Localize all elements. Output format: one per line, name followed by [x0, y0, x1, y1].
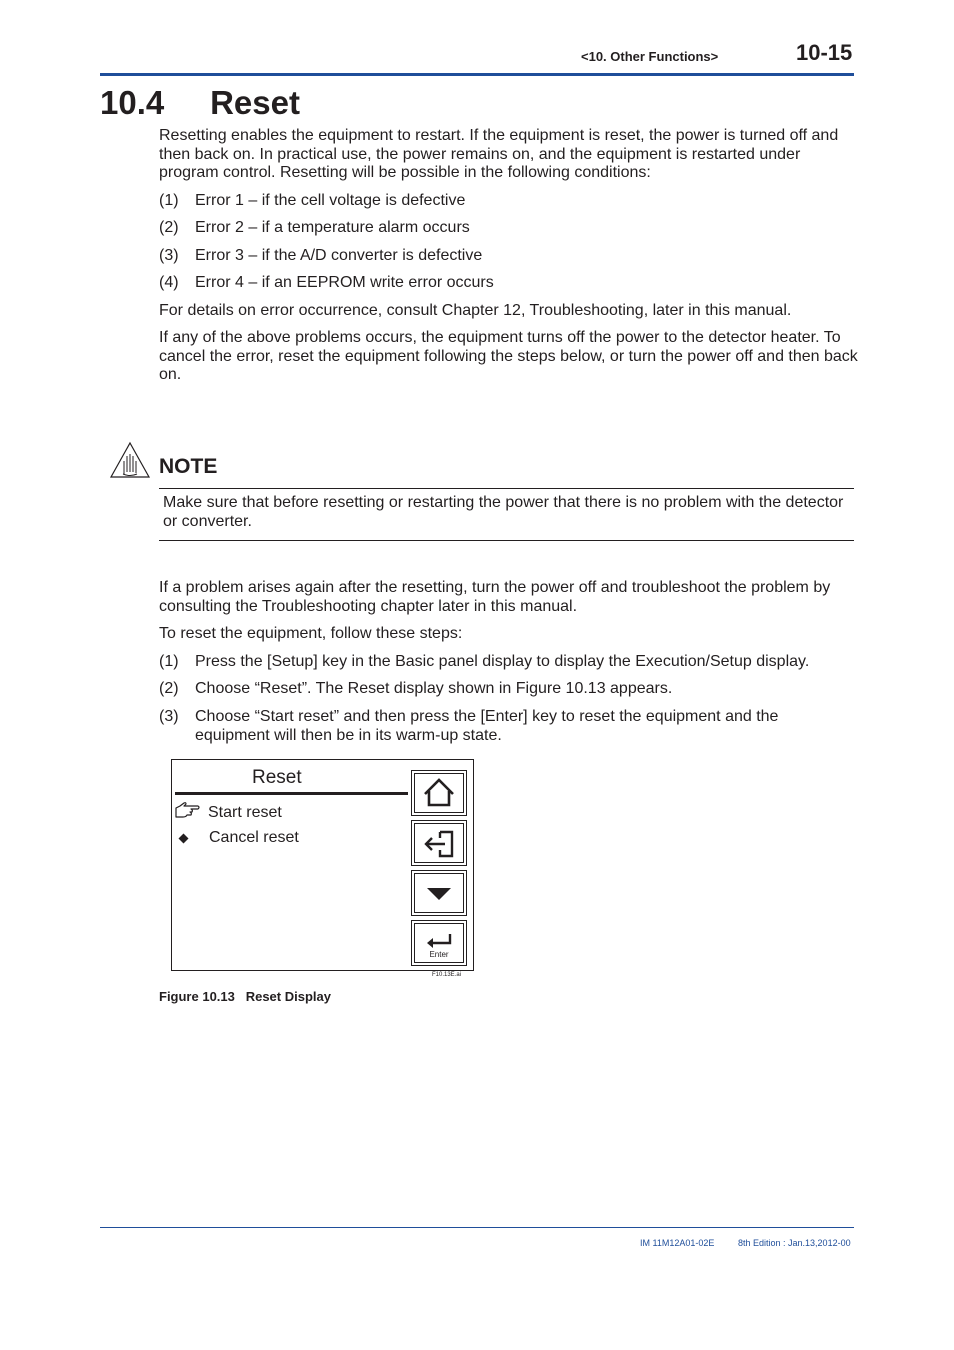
back-button[interactable]: [411, 820, 467, 866]
condition-text: Error 1 – if the cell voltage is defective: [195, 192, 466, 209]
note-bottom-rule: [159, 540, 854, 541]
step-number: (3): [159, 708, 179, 725]
condition-number: (1): [159, 192, 179, 209]
home-icon: [412, 771, 466, 815]
enter-label: Enter: [429, 950, 449, 959]
figure-caption: Figure 10.13 Reset Display: [159, 989, 331, 1004]
footer-rule: [100, 1227, 854, 1228]
condition-text: Error 4 – if an EEPROM write error occurs: [195, 274, 494, 291]
header-rule: [100, 73, 854, 76]
step-text: Choose “Start reset” and then press the [Enter] key to reset the equipment and the equipment will then be in its warm-up state.: [195, 708, 779, 744]
after-note-paragraph: If a problem arises again after the resetting, turn the power off and troubleshoot the problem by consulting the Troubleshooting chapter later in this manual.: [159, 579, 831, 615]
cancel-paragraph: If any of the above problems occurs, the equipment turns off the power to the detector heater. To cancel the error, reset the equipment following the steps below, or turn the power off and then back on.: [159, 329, 858, 383]
home-button[interactable]: [411, 770, 467, 816]
section-title: 10.4 Reset: [100, 84, 300, 121]
figure-file-name: F10.13E.ai: [432, 972, 462, 978]
condition-text: Error 2 – if a temperature alarm occurs: [195, 219, 470, 236]
steps-intro: To reset the equipment, follow these steps:: [159, 625, 463, 642]
menu-item-cancel-reset[interactable]: Cancel reset: [209, 829, 299, 846]
step-text: Press the [Setup] key in the Basic panel display to display the Execution/Setup display.: [195, 653, 810, 670]
condition-number: (3): [159, 247, 179, 264]
note-text: Make sure that before resetting or restarting the power that there is no problem with the detector or converter.: [163, 494, 844, 530]
intro-paragraph: Resetting enables the equipment to restart. If the equipment is reset, the power is turned off and then back on. In practical use, the power remains on, and the equipment is restarted under program control. Resetting will be possible in the following conditions:: [159, 127, 839, 181]
screen-title-rule: [175, 792, 408, 795]
enter-button[interactable]: [411, 920, 467, 966]
step-text: Choose “Reset”. The Reset display shown in Figure 10.13 appears.: [195, 680, 673, 697]
step-number: (2): [159, 680, 179, 697]
pointing-hand-icon: [174, 802, 200, 825]
page-number: 10-15: [796, 40, 853, 65]
menu-item-start-reset[interactable]: Start reset: [208, 804, 282, 821]
footer-edition: 8th Edition : Jan.13,2012-00: [738, 1238, 851, 1248]
condition-text: Error 3 – if the A/D converter is defective: [195, 247, 483, 264]
details-paragraph: For details on error occurrence, consult Chapter 12, Troubleshooting, later in this manual.: [159, 302, 792, 319]
footer-doc-id: IM 11M12A01-02E: [640, 1238, 715, 1248]
caution-hand-icon: [109, 441, 151, 484]
condition-number: (4): [159, 274, 179, 291]
note-top-rule: [159, 488, 854, 489]
step-number: (1): [159, 653, 179, 670]
down-button[interactable]: [411, 870, 467, 916]
reset-screen-title: Reset: [252, 767, 302, 788]
header-section-label: <10. Other Functions>: [581, 49, 719, 64]
condition-number: (2): [159, 219, 179, 236]
note-title: NOTE: [159, 455, 218, 478]
diamond-bullet-icon: [178, 831, 189, 849]
down-arrow-icon: [412, 871, 466, 915]
exit-icon: [412, 821, 466, 865]
